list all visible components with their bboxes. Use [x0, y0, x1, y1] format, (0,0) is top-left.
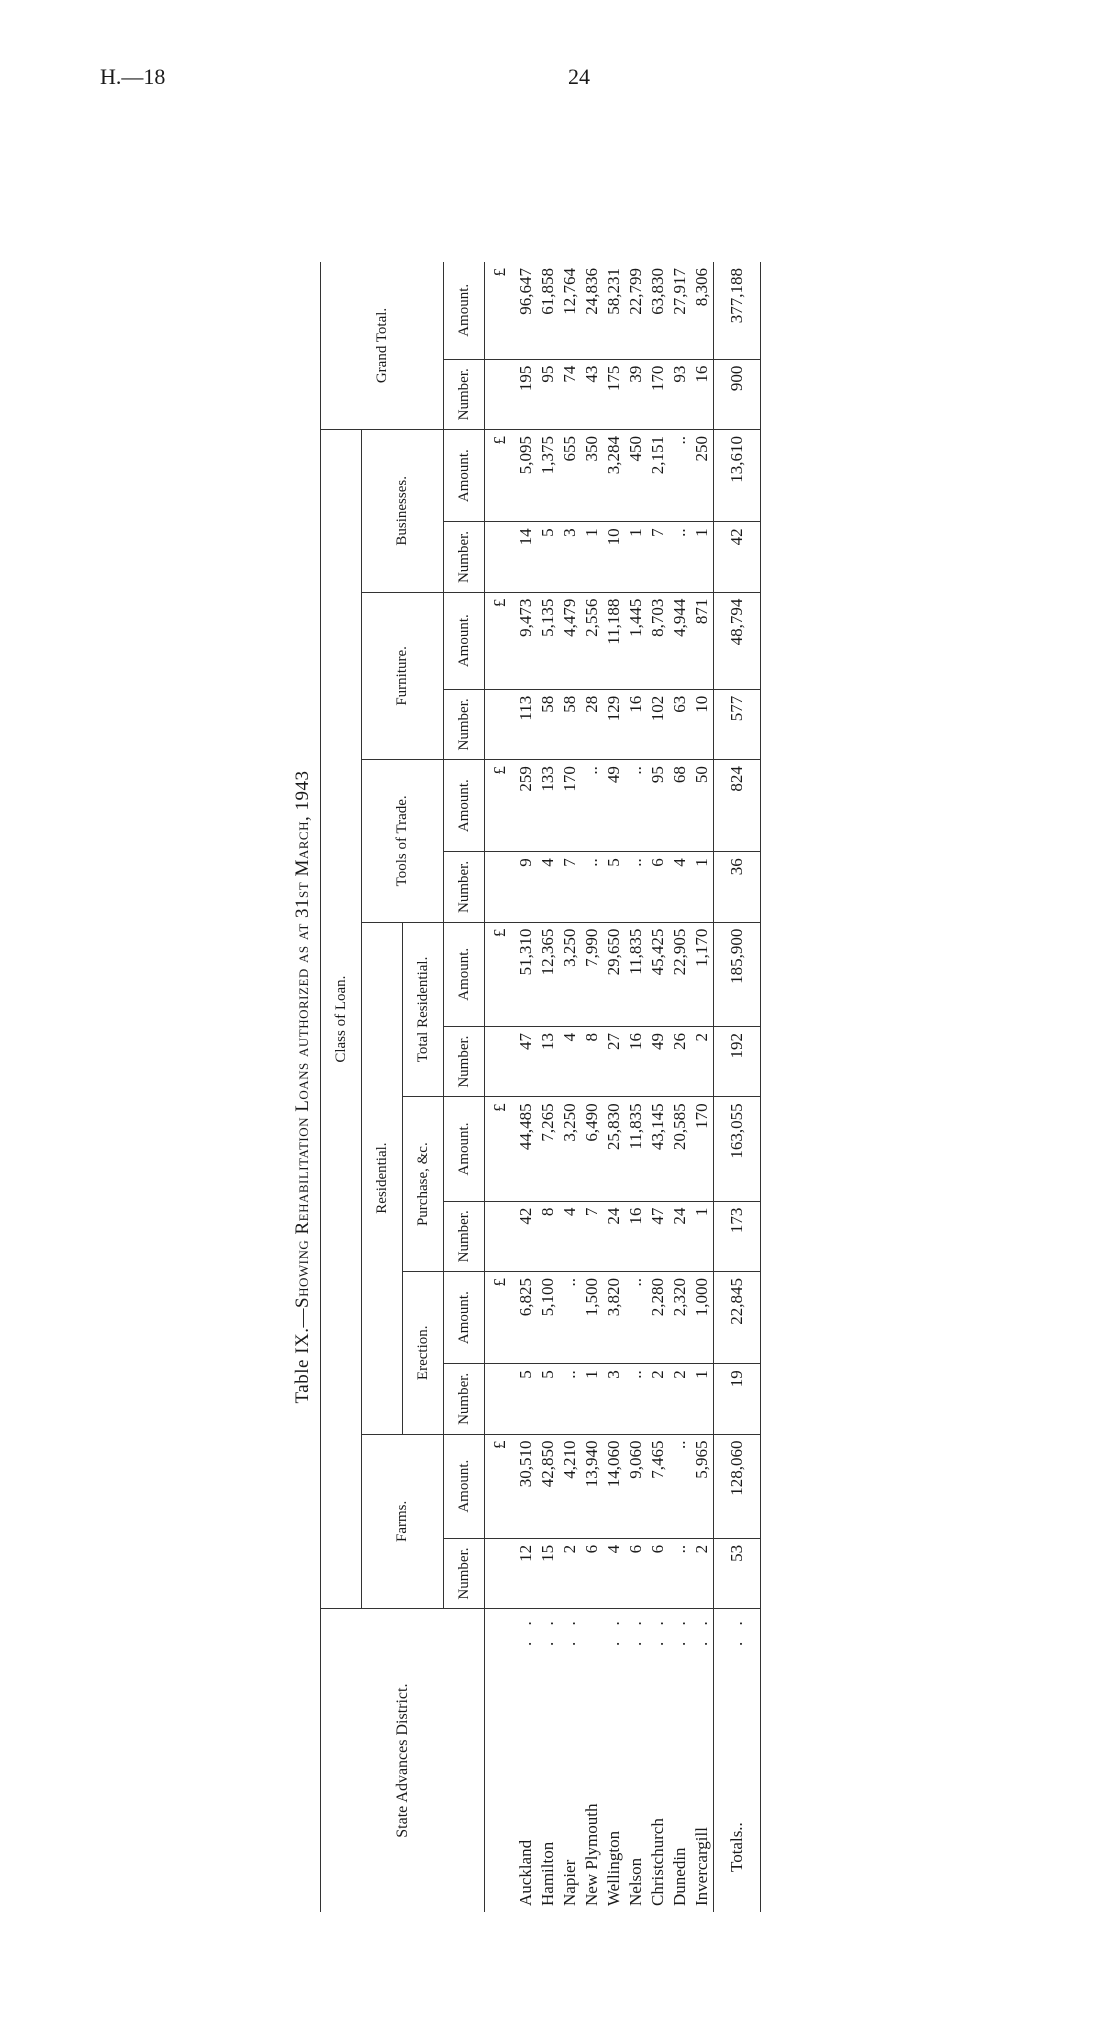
cell-farms_a: 5,965 [691, 1434, 714, 1538]
cell-tools_a: 50 [691, 760, 714, 852]
cell-gt_n: 170 [647, 359, 669, 429]
cell-tools_n: .. [625, 852, 647, 922]
cell-tools_a: .. [625, 760, 647, 852]
cell-bus_n: 1 [581, 522, 603, 592]
blank-cell [485, 1609, 516, 1912]
district-name [537, 1609, 559, 1912]
cell-gt_n: 93 [669, 359, 691, 429]
cell-bus_n: 5 [537, 522, 559, 592]
cell-pur_a: 11,835 [625, 1097, 647, 1201]
cell-furn_n: 63 [669, 689, 691, 759]
cell-tools_n: 1 [691, 852, 714, 922]
cell-tools_n: 4 [537, 852, 559, 922]
cell-tools_n: 5 [603, 852, 625, 922]
cell-furn_a: 5,135 [537, 592, 559, 689]
cell-tr_n: 49 [647, 1026, 669, 1096]
cell-pur_n: 8 [537, 1201, 559, 1271]
cell-bus_a: 250 [691, 429, 714, 521]
currency-cell: £ [485, 1272, 516, 1364]
cell-farms_a: 7,465 [647, 1434, 669, 1538]
cell-ere_a: 2,320 [669, 1272, 691, 1364]
total-bus_n: 42 [714, 522, 761, 592]
cell-bus_n: 14 [515, 522, 537, 592]
cell-pur_n: 4 [559, 1201, 581, 1271]
cell-farms_a: 30,510 [515, 1434, 537, 1538]
cell-gt_a: 24,836 [581, 262, 603, 359]
cell-furn_a: 871 [691, 592, 714, 689]
totals-text: Totals.. [727, 1822, 746, 1872]
number-col-header: Number. [444, 1026, 485, 1096]
cell-tr_a: 12,365 [537, 922, 559, 1026]
total-furn_a: 48,794 [714, 592, 761, 689]
cell-tr_a: 7,990 [581, 922, 603, 1026]
cell-tools_a: 133 [537, 760, 559, 852]
cell-tools_a: 49 [603, 760, 625, 852]
district-name [515, 1609, 537, 1912]
cell-farms_a: .. [669, 1434, 691, 1538]
cell-gt_a: 58,231 [603, 262, 625, 359]
number-col-header: Number. [444, 522, 485, 592]
cell-ere_n: 2 [647, 1364, 669, 1434]
district-name [669, 1609, 691, 1912]
cell-tools_n: 9 [515, 852, 537, 922]
district-label: Auckland [516, 1839, 535, 1906]
cell-farms_a: 13,940 [581, 1434, 603, 1538]
cell-ere_n: 5 [537, 1364, 559, 1434]
district-label: Christchurch [648, 1818, 667, 1906]
cell-gt_n: 95 [537, 359, 559, 429]
number-col-header: Number. [444, 1364, 485, 1434]
leader-dots: . . [727, 1615, 746, 1646]
cell-gt_n: 39 [625, 359, 647, 429]
cell-bus_a: 450 [625, 429, 647, 521]
number-col-header: Number. [444, 689, 485, 759]
total-residential-header: Total Residential. [403, 922, 444, 1097]
district-label: Hamilton [538, 1841, 557, 1906]
cell-ere_a: 6,825 [515, 1272, 537, 1364]
cell-pur_a: 170 [691, 1097, 714, 1201]
currency-cell: £ [485, 592, 516, 689]
table-title-prefix: Table IX.— [292, 1308, 313, 1404]
cell-furn_a: 1,445 [625, 592, 647, 689]
cell-tools_a: 259 [515, 760, 537, 852]
amount-col-header: Amount. [444, 592, 485, 689]
district-label: New Plymouth [582, 1803, 601, 1906]
cell-pur_n: 47 [647, 1201, 669, 1271]
cell-bus_n: .. [669, 522, 691, 592]
cell-pur_a: 3,250 [559, 1097, 581, 1201]
cell-ere_a: .. [559, 1272, 581, 1364]
cell-bus_n: 1 [625, 522, 647, 592]
cell-bus_n: 1 [691, 522, 714, 592]
cell-bus_a: 350 [581, 429, 603, 521]
cell-gt_n: 195 [515, 359, 537, 429]
cell-tr_n: 47 [515, 1026, 537, 1096]
businesses-header: Businesses. [362, 429, 444, 592]
table-row [691, 262, 714, 1912]
cell-bus_a: 2,151 [647, 429, 669, 521]
cell-tools_a: .. [581, 760, 603, 852]
cell-tr_n: 2 [691, 1026, 714, 1096]
cell-bus_a: 3,284 [603, 429, 625, 521]
cell-ere_n: 1 [581, 1364, 603, 1434]
currency-row [485, 262, 516, 1912]
cell-pur_n: 16 [625, 1201, 647, 1271]
totals-label [714, 1609, 761, 1912]
cell-tools_a: 95 [647, 760, 669, 852]
currency-cell [485, 1538, 516, 1608]
cell-ere_n: 2 [669, 1364, 691, 1434]
leader-dots: . . [538, 1615, 557, 1646]
cell-farms_a: 42,850 [537, 1434, 559, 1538]
cell-tr_a: 51,310 [515, 922, 537, 1026]
cell-farms_n: 6 [625, 1538, 647, 1608]
currency-cell [485, 689, 516, 759]
cell-farms_a: 4,210 [559, 1434, 581, 1538]
cell-tr_a: 11,835 [625, 922, 647, 1026]
cell-pur_a: 20,585 [669, 1097, 691, 1201]
cell-ere_n: 3 [603, 1364, 625, 1434]
table-row [559, 262, 581, 1912]
class-of-loan-header: Class of Loan. [321, 429, 362, 1608]
cell-farms_a: 14,060 [603, 1434, 625, 1538]
district-label: Dunedin [670, 1847, 689, 1906]
rehabilitation-loans-table [321, 262, 760, 1912]
cell-pur_n: 1 [691, 1201, 714, 1271]
cell-tr_n: 13 [537, 1026, 559, 1096]
cell-pur_a: 7,265 [537, 1097, 559, 1201]
furniture-header: Furniture. [362, 592, 444, 759]
cell-ere_a: 2,280 [647, 1272, 669, 1364]
cell-gt_n: 16 [691, 359, 714, 429]
cell-ere_n: .. [625, 1364, 647, 1434]
cell-gt_a: 96,647 [515, 262, 537, 359]
district-name [581, 1609, 603, 1912]
table-row [647, 262, 669, 1912]
cell-gt_n: 43 [581, 359, 603, 429]
leader-dots: . . [648, 1615, 667, 1646]
cell-ere_a: .. [625, 1272, 647, 1364]
amount-col-header: Amount. [444, 429, 485, 521]
district-name [559, 1609, 581, 1912]
cell-tr_n: 8 [581, 1026, 603, 1096]
cell-farms_a: 9,060 [625, 1434, 647, 1538]
cell-gt_a: 61,858 [537, 262, 559, 359]
currency-cell [485, 1026, 516, 1096]
cell-bus_n: 7 [647, 522, 669, 592]
currency-cell [485, 1364, 516, 1434]
currency-cell: £ [485, 262, 516, 359]
cell-tr_a: 1,170 [691, 922, 714, 1026]
cell-furn_n: 129 [603, 689, 625, 759]
district-label: Napier [560, 1859, 579, 1906]
tools-header: Tools of Trade. [362, 760, 444, 923]
currency-cell: £ [485, 429, 516, 521]
cell-pur_n: 24 [603, 1201, 625, 1271]
cell-tr_n: 16 [625, 1026, 647, 1096]
cell-gt_n: 74 [559, 359, 581, 429]
cell-pur_a: 6,490 [581, 1097, 603, 1201]
cell-furn_a: 4,944 [669, 592, 691, 689]
currency-cell: £ [485, 760, 516, 852]
cell-ere_n: 1 [691, 1364, 714, 1434]
amount-col-header: Amount. [444, 262, 485, 359]
table-row [669, 262, 691, 1912]
cell-furn_n: 58 [559, 689, 581, 759]
page-number: 24 [568, 64, 590, 89]
total-ere_a: 22,845 [714, 1272, 761, 1364]
total-tools_n: 36 [714, 852, 761, 922]
cell-ere_n: 5 [515, 1364, 537, 1434]
cell-pur_n: 24 [669, 1201, 691, 1271]
farms-header: Farms. [362, 1434, 444, 1609]
amount-col-header: Amount. [444, 922, 485, 1026]
district-label: Wellington [604, 1830, 623, 1906]
currency-cell: £ [485, 922, 516, 1026]
currency-cell [485, 522, 516, 592]
cell-tr_a: 22,905 [669, 922, 691, 1026]
cell-furn_n: 113 [515, 689, 537, 759]
cell-ere_a: 3,820 [603, 1272, 625, 1364]
cell-pur_n: 42 [515, 1201, 537, 1271]
cell-farms_n: 2 [691, 1538, 714, 1608]
cell-gt_a: 27,917 [669, 262, 691, 359]
total-furn_n: 577 [714, 689, 761, 759]
cell-furn_a: 8,703 [647, 592, 669, 689]
cell-farms_n: 2 [559, 1538, 581, 1608]
cell-farms_n: 12 [515, 1538, 537, 1608]
cell-furn_n: 58 [537, 689, 559, 759]
rotated-table-block [292, 262, 890, 1912]
cell-gt_a: 63,830 [647, 262, 669, 359]
table-title [292, 262, 314, 1912]
total-gt_a: 377,188 [714, 262, 761, 359]
cell-gt_a: 8,306 [691, 262, 714, 359]
cell-bus_a: .. [669, 429, 691, 521]
district-name [625, 1609, 647, 1912]
cell-tools_n: 4 [669, 852, 691, 922]
district-name [647, 1609, 669, 1912]
cell-tr_n: 27 [603, 1026, 625, 1096]
cell-furn_n: 102 [647, 689, 669, 759]
cell-tools_a: 170 [559, 760, 581, 852]
purchase-header: Purchase, &c. [403, 1097, 444, 1272]
leader-dots: . . [670, 1615, 689, 1646]
cell-tools_n: .. [581, 852, 603, 922]
currency-cell [485, 1201, 516, 1271]
total-gt_n: 900 [714, 359, 761, 429]
table-row [515, 262, 537, 1912]
cell-furn_a: 11,188 [603, 592, 625, 689]
district-name [691, 1609, 714, 1912]
leader-dots: . . [560, 1615, 579, 1646]
cell-tr_a: 45,425 [647, 922, 669, 1026]
cell-farms_n: .. [669, 1538, 691, 1608]
total-farms_a: 128,060 [714, 1434, 761, 1538]
district-label: Invercargill [692, 1827, 711, 1906]
cell-tr_n: 26 [669, 1026, 691, 1096]
table-title-text: Showing Rehabilitation Loans authorized as at 31st March, 1943 [292, 770, 313, 1308]
total-ere_n: 19 [714, 1364, 761, 1434]
residential-header: Residential. [362, 922, 403, 1434]
cell-bus_a: 5,095 [515, 429, 537, 521]
cell-tr_a: 3,250 [559, 922, 581, 1026]
cell-furn_a: 4,479 [559, 592, 581, 689]
cell-farms_n: 15 [537, 1538, 559, 1608]
total-tools_a: 824 [714, 760, 761, 852]
table-row [581, 262, 603, 1912]
cell-farms_n: 6 [647, 1538, 669, 1608]
total-pur_a: 163,055 [714, 1097, 761, 1201]
currency-cell [485, 852, 516, 922]
cell-tools_n: 7 [559, 852, 581, 922]
cell-bus_n: 3 [559, 522, 581, 592]
leader-dots: . . [516, 1615, 535, 1646]
amount-col-header: Amount. [444, 1272, 485, 1364]
grand-total-header: Grand Total. [321, 262, 444, 429]
cell-furn_a: 2,556 [581, 592, 603, 689]
currency-cell: £ [485, 1434, 516, 1538]
cell-farms_n: 6 [581, 1538, 603, 1608]
cell-bus_n: 10 [603, 522, 625, 592]
number-col-header: Number. [444, 359, 485, 429]
cell-pur_a: 44,485 [515, 1097, 537, 1201]
cell-ere_n: .. [559, 1364, 581, 1434]
total-bus_a: 13,610 [714, 429, 761, 521]
totals-row [714, 262, 761, 1912]
cell-gt_a: 22,799 [625, 262, 647, 359]
table-row [625, 262, 647, 1912]
cell-ere_a: 1,000 [691, 1272, 714, 1364]
cell-tools_a: 68 [669, 760, 691, 852]
cell-bus_a: 655 [559, 429, 581, 521]
cell-farms_n: 4 [603, 1538, 625, 1608]
table-row [537, 262, 559, 1912]
leader-dots: . . [604, 1615, 623, 1646]
cell-pur_a: 43,145 [647, 1097, 669, 1201]
number-col-header: Number. [444, 852, 485, 922]
total-tr_a: 185,900 [714, 922, 761, 1026]
total-farms_n: 53 [714, 1538, 761, 1608]
page-series: H.—18 [100, 64, 166, 89]
table-row [603, 262, 625, 1912]
cell-pur_n: 7 [581, 1201, 603, 1271]
number-col-header: Number. [444, 1538, 485, 1608]
cell-furn_n: 16 [625, 689, 647, 759]
number-col-header: Number. [444, 1201, 485, 1271]
total-pur_n: 173 [714, 1201, 761, 1271]
leader-dots: . . [626, 1615, 645, 1646]
cell-tools_n: 6 [647, 852, 669, 922]
cell-gt_n: 175 [603, 359, 625, 429]
cell-tr_n: 4 [559, 1026, 581, 1096]
leader-dots: . . [692, 1615, 711, 1646]
amount-col-header: Amount. [444, 760, 485, 852]
district-label: Nelson [626, 1857, 645, 1906]
amount-col-header: Amount. [444, 1097, 485, 1201]
district-header: State Advances District. [321, 1609, 485, 1912]
cell-pur_a: 25,830 [603, 1097, 625, 1201]
cell-ere_a: 1,500 [581, 1272, 603, 1364]
cell-tr_a: 29,650 [603, 922, 625, 1026]
cell-bus_a: 1,375 [537, 429, 559, 521]
amount-col-header: Amount. [444, 1434, 485, 1538]
total-tr_n: 192 [714, 1026, 761, 1096]
cell-furn_n: 10 [691, 689, 714, 759]
cell-furn_n: 28 [581, 689, 603, 759]
erection-header: Erection. [403, 1272, 444, 1435]
currency-cell: £ [485, 1097, 516, 1201]
cell-ere_a: 5,100 [537, 1272, 559, 1364]
district-name [603, 1609, 625, 1912]
currency-cell [485, 359, 516, 429]
cell-furn_a: 9,473 [515, 592, 537, 689]
cell-gt_a: 12,764 [559, 262, 581, 359]
